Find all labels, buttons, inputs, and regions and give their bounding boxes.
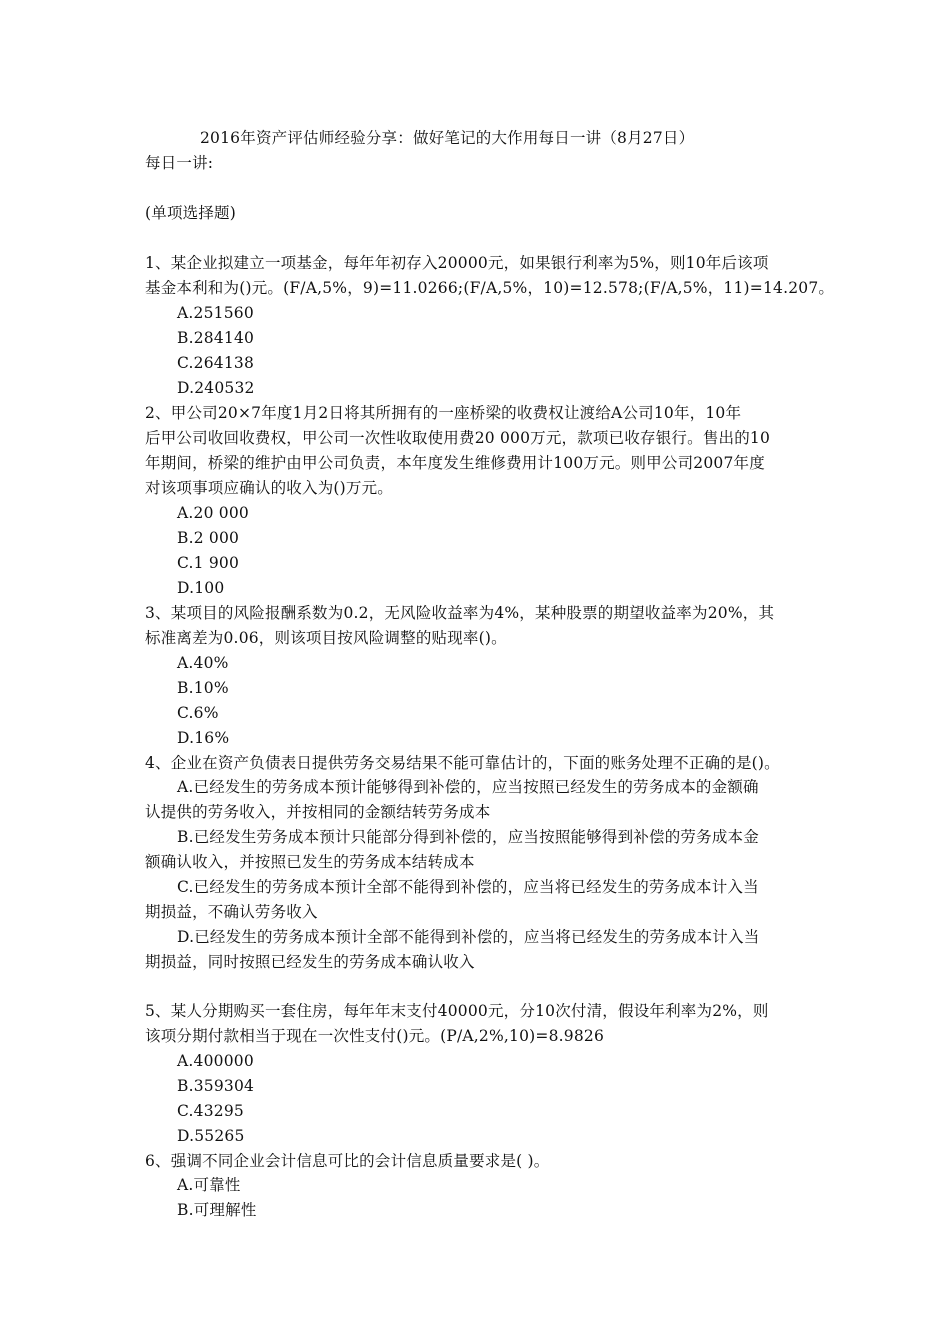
- question-3-option-b: B.10%: [177, 679, 229, 697]
- question-5-option-c: C.43295: [177, 1102, 244, 1120]
- question-1-line-2: 基金本利和为()元。(F/A,5%，9)=11.0266;(F/A,5%，10)=12.578;(F/A,5%，11)=14.207。: [145, 279, 835, 297]
- question-4-option-b-line-1: B.已经发生劳务成本预计只能部分得到补偿的，应当按照能够得到补偿的劳务成本金: [177, 828, 759, 846]
- question-3-line-2: 标准离差为0.06，则该项目按风险调整的贴现率()。: [145, 629, 507, 647]
- document-title: 2016年资产评估师经验分享：做好笔记的大作用每日一讲（8月27日）: [200, 129, 695, 147]
- intro-label: 每日一讲:: [145, 154, 214, 172]
- question-4-option-c-line-1: C.已经发生的劳务成本预计全部不能得到补偿的，应当将已经发生的劳务成本计入当: [177, 878, 759, 896]
- question-4-option-a-line-2: 认提供的劳务收入，并按相同的金额结转劳务成本: [145, 803, 491, 821]
- question-6-line-1: 6、强调不同企业会计信息可比的会计信息质量要求是( )。: [145, 1152, 550, 1170]
- question-2-option-b: B.2 000: [177, 529, 240, 547]
- question-4-option-a-line-1: A.已经发生的劳务成本预计能够得到补偿的，应当按照已经发生的劳务成本的金额确: [177, 778, 759, 796]
- question-1-option-c: C.264138: [177, 354, 255, 372]
- question-6-option-a: A.可靠性: [177, 1176, 241, 1194]
- question-5-option-d: D.55265: [177, 1127, 245, 1145]
- question-3-option-c: C.6%: [177, 704, 219, 722]
- question-5-line-2: 该项分期付款相当于现在一次性支付()元。(P/A,2%,10)=8.9826: [145, 1027, 605, 1045]
- section-label: (单项选择题): [145, 204, 236, 222]
- question-5-option-b: B.359304: [177, 1077, 255, 1095]
- question-1-option-a: A.251560: [177, 304, 254, 322]
- question-2-line-1: 2、甲公司20×7年度1月2日将其所拥有的一座桥梁的收费权让渡给A公司10年，10年: [145, 404, 742, 422]
- question-5-option-a: A.400000: [177, 1052, 254, 1070]
- question-2-line-3: 年期间，桥梁的维护由甲公司负责，本年度发生维修费用计100万元。则甲公司2007年度: [145, 454, 765, 472]
- question-2-line-2: 后甲公司收回收费权，甲公司一次性收取使用费20 000万元，款项已收存银行。售出的10: [145, 429, 771, 447]
- question-2-option-c: C.1 900: [177, 554, 240, 572]
- question-3-line-1: 3、某项目的风险报酬系数为0.2，无风险收益率为4%，某种股票的期望收益率为20%，其: [145, 604, 775, 622]
- question-4-line-1: 4、企业在资产负债表日提供劳务交易结果不能可靠估计的，下面的账务处理不正确的是()。: [145, 754, 780, 772]
- question-4-option-c-line-2: 期损益，不确认劳务收入: [145, 903, 318, 921]
- question-4-option-d-line-2: 期损益，同时按照已经发生的劳务成本确认收入: [145, 953, 475, 971]
- question-1-option-d: D.240532: [177, 379, 255, 397]
- question-5-line-1: 5、某人分期购买一套住房，每年年末支付40000元，分10次付清，假设年利率为2%，则: [145, 1002, 769, 1020]
- question-4-option-b-line-2: 额确认收入，并按照已发生的劳务成本结转成本: [145, 853, 475, 871]
- question-1-line-1: 1、某企业拟建立一项基金，每年年初存入20000元，如果银行利率为5%，则10年后该项: [145, 254, 769, 272]
- question-2-option-d: D.100: [177, 579, 225, 597]
- question-3-option-a: A.40%: [177, 654, 229, 672]
- question-3-option-d: D.16%: [177, 729, 230, 747]
- question-2-option-a: A.20 000: [177, 504, 249, 522]
- question-2-line-4: 对该项事项应确认的收入为()万元。: [145, 479, 393, 497]
- question-4-option-d-line-1: D.已经发生的劳务成本预计全部不能得到补偿的，应当将已经发生的劳务成本计入当: [177, 928, 760, 946]
- question-6-option-b: B.可理解性: [177, 1201, 257, 1219]
- question-1-option-b: B.284140: [177, 329, 255, 347]
